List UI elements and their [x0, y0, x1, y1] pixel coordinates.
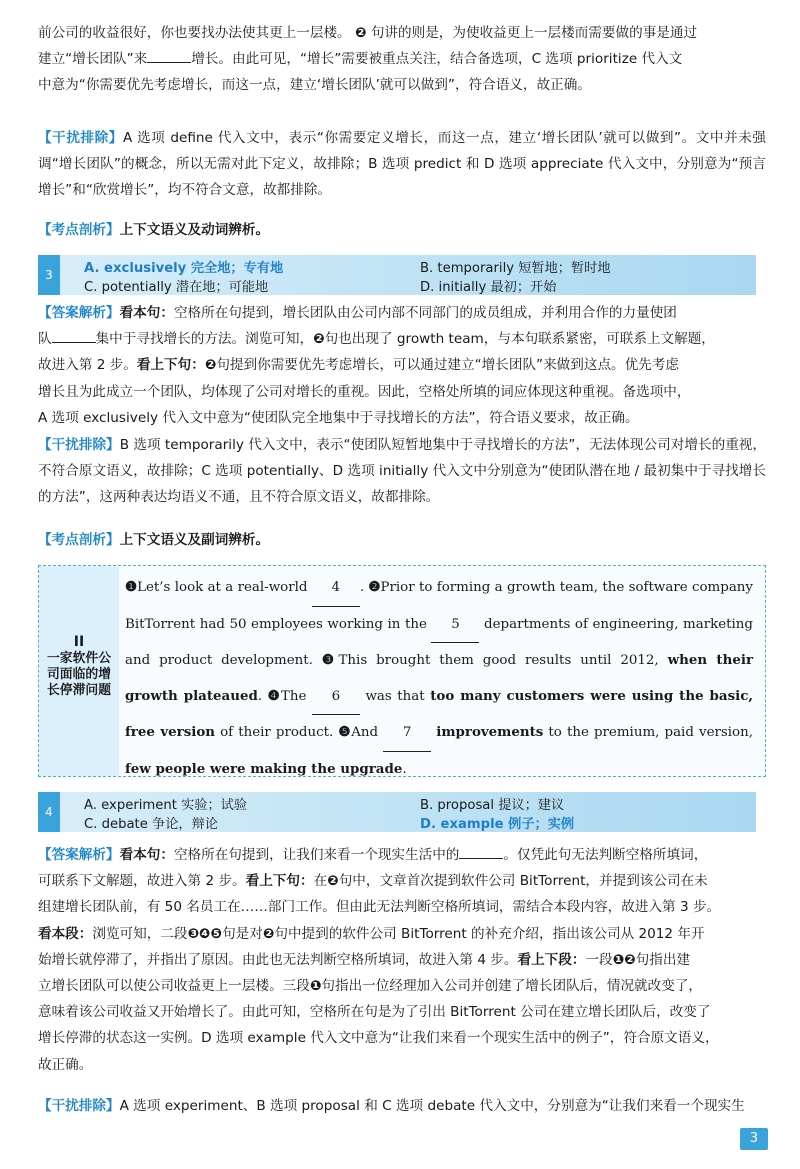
circled-number: ❷ [354, 25, 367, 41]
question-number: 4 [38, 792, 60, 832]
paragraph-interference-3 [38, 1093, 766, 1119]
circled-number: ❶❷ [612, 951, 636, 968]
circled-number: ❶ [125, 579, 138, 595]
text-span: was that [365, 688, 425, 704]
text-span: A 选项 exclusively 代入文中意为“使团队完全地集中于寻找增长的方法”，符合语义要求，故正确。 [38, 409, 639, 426]
section-tag: 【考点剖析】 [38, 222, 120, 238]
text-span: 组建增长团队前，有 50 名员工在……部门工作。但由此无法判断空格所填词，需结合本段内容，故进入第 3 步。 [38, 899, 721, 916]
step-label: 看上下句： [136, 357, 205, 374]
paragraph-1 [38, 20, 766, 99]
page-number: 3 [740, 1128, 768, 1150]
bold-phrase: too many customers were using the basic, free version [125, 687, 754, 740]
passage-sidebar [39, 566, 119, 776]
section-tag: 【干扰排除】 [38, 437, 120, 453]
text-span: 句指出一位经理加入公司并创建了增长团队后，情况就改变了， [321, 978, 703, 995]
text-span: 在 [313, 873, 328, 890]
text-span: And [351, 725, 379, 740]
text-span: 中意为“你需要优先考虑增长，而这一点，建立‘增长团队’就可以做到”，符合语义，故正确。 [38, 77, 591, 94]
section-tag: 【干扰排除】 [38, 1098, 120, 1114]
step-label: 看本句： [119, 305, 174, 321]
text-span: 空格所在句提到，增长团队由公司内部不同部门的成员组成，并利用合作的力量使团 [173, 305, 677, 321]
text-span: 始增长就停滞了，并指出了原因。由此也无法判断空格所填词，故进入第 4 步。 [38, 951, 518, 968]
options-box-3 [38, 255, 756, 295]
text-span: 句也出现了 growth team，与本句联系紧密，可联系上文解题， [324, 331, 715, 348]
circled-number: ❷ [313, 331, 325, 348]
paragraph-answer-3 [38, 300, 766, 431]
circled-number: ❸ [321, 652, 339, 668]
text-span: 上下文语义及动词辨析。 [119, 222, 270, 238]
answer-blank [147, 48, 191, 63]
option-d: D. initially 最初；开始 [420, 280, 557, 295]
option-a: A. experiment 实验；试验 [84, 798, 248, 813]
text-span: 一段 [585, 951, 613, 968]
circled-number: ❷ [204, 357, 217, 374]
text-span: Prior to forming a growth team, the software company BitTorrent had 50 employees working in the [125, 580, 753, 632]
option-d: D. example 例子；实例 [420, 817, 575, 832]
text-span: 建立“增长团队”来 [38, 51, 148, 68]
option-c: C. debate 争论，辩论 [84, 817, 218, 832]
text-span: 句讲的则是，为使收益更上一层楼而需要做的事是通过 [370, 25, 698, 41]
text-span: This brought them good results until 2012, [338, 653, 659, 668]
answer-blank [459, 844, 503, 859]
answer-blank [52, 328, 96, 343]
circled-number: ❷ [327, 873, 339, 890]
text-span: 增长且为此成立一个团队，均体现了公司对增长的重视。因此，空格处所填的词应体现这种重视。备选项中， [38, 383, 691, 400]
circled-number: ❹ [267, 687, 281, 704]
answer-blank-4: 4 [312, 570, 360, 607]
step-label: 看上下句： [245, 873, 314, 890]
text-span: 队 [38, 331, 52, 348]
text-span: 故进入第 2 步。 [38, 357, 137, 374]
step-label: 看本句： [119, 847, 174, 863]
paragraph-analysis-2 [38, 527, 766, 553]
text-span: 句指出建 [635, 951, 691, 968]
text-span: The [280, 688, 307, 704]
step-label: 看本段： [38, 925, 93, 942]
text-span: 增长。由此可见，“增长”需要被重点关注，结合备选项，C 选项 prioritize 代入文 [191, 51, 683, 68]
answer-blank-6: 6 [312, 679, 360, 716]
text-span: Let’s look at a real-world [137, 580, 308, 595]
bold-phrase: few people were making the upgrade [125, 760, 403, 777]
text-span: 前公司的收益很好，你也要找办法使其更上一层楼。 [38, 25, 351, 41]
text-span: 句中，文章首次提到软件公司 BitTorrent，并提到该公司在未 [338, 873, 708, 890]
paragraph-analysis-1 [38, 217, 766, 243]
passage-number: II [73, 634, 85, 650]
text-span: 句是对 [222, 925, 263, 942]
paragraph-answer-4 [38, 842, 766, 1078]
text-span: 可联系下文解题，故进入第 2 步。 [38, 873, 246, 890]
option-b: B. temporarily 短暂地；暂时地 [420, 261, 611, 276]
text-span: 上下文语义及副词辨析。 [119, 532, 270, 548]
text-span: B 选项 temporarily 代入文中，表示“使团队短暂地集中于寻找增长的方法”，无法体现公司对增长的重视，不符合原文语义，故排除；C 选项 potentially、D 选项 initially 代入文中分别意为“使团队潜在地 / 最初集中于寻找增长的方法”，这两种表达均语义不通，且不符合原文语义，故都排除。 [38, 437, 767, 506]
step-label: 看上下段： [517, 951, 586, 968]
text-span: 句中提到的软件公司 BitTorrent 的补充介绍，指出该公司从 2012 年开 [274, 925, 705, 942]
text-span: A 选项 experiment、B 选项 proposal 和 C 选项 debate 代入文中，分别意为“让我们来看一个现实生 [119, 1098, 745, 1114]
text-span: 意味着该公司收益又开始增长了。由此可知，空格所在句是为了引出 BitTorrent 公司在建立增长团队后，改变了 [38, 1004, 711, 1021]
paragraph-interference-1 [38, 125, 766, 204]
bold-phrase: improvements [436, 724, 544, 740]
text-span: 立增长团队可以使公司收益更上一层楼。三段 [38, 978, 310, 995]
circled-number: ❷ [368, 579, 381, 595]
answer-blank-5: 5 [431, 607, 479, 644]
option-c: C. potentially 潜在地；可能地 [84, 280, 269, 295]
circled-number: ❺ [338, 724, 352, 740]
text-span: 增长停滞的状态这一实例。D 选项 example 代入文中意为“让我们来看一个现实生活中的例子”，符合原文语义， [38, 1030, 719, 1047]
bold-phrase: when their growth plateaued [125, 652, 754, 704]
text-span: of their product. [220, 725, 334, 740]
passage-text: ❶Let’s look at a real-world 4 . ❷Prior to forming a growth team, the software company BitTorrent had 50 employees working in the 5 departments of engineering, marketing and product development. ❸This brought them good results until 2012, when their growth plateaued. ❹The 6 was that too many customers were using the basic, free version of their product. ❺And 7 improvements to the premium, paid version, few people were making the upgrade. [125, 570, 753, 787]
text-span: 故正确。 [38, 1056, 93, 1073]
section-tag: 【答案解析】 [38, 847, 120, 863]
passage-title: 一家软件公司面临的增长停滞问题 [47, 651, 111, 698]
options-box-4 [38, 792, 756, 832]
text-span: 句提到你需要优先考虑增长，可以通过建立“增长团队”来做到这点。优先考虑 [216, 357, 680, 374]
answer-blank-7: 7 [383, 715, 431, 752]
option-b: B. proposal 提议；建议 [420, 798, 565, 813]
text-span: to the premium, paid version, [548, 725, 753, 740]
text-span: departments of engineering, marketing and product development. [125, 616, 754, 668]
passage-box [38, 565, 766, 777]
text-span: 。仅凭此句无法判断空格所填词， [503, 847, 708, 863]
option-a: A. exclusively 完全地；专有地 [84, 261, 284, 276]
question-number: 3 [38, 255, 60, 295]
text-span: 浏览可知，二段 [92, 925, 188, 942]
text-span: 空格所在句提到，让我们来看一个现实生活中的 [173, 847, 460, 863]
text-span: A 选项 define 代入文中，表示“你需要定义增长，而这一点，建立‘增长团队’就可以做到”。文中并未强调“增长团队”的概念，所以无需对此下定义，故排除；B 选项 predict 和 D 选项 appreciate 代入文中，分别意为“预言增长”和“欣赏增长”，均不符合文意，故都排除。 [38, 130, 766, 199]
text-span: 集中于寻找增长的方法。浏览可知， [95, 331, 314, 348]
section-tag: 【干扰排除】 [38, 130, 123, 146]
section-tag: 【答案解析】 [38, 305, 120, 321]
circled-number: ❶ [309, 978, 322, 995]
circled-number: ❸❹❺ [187, 925, 223, 942]
section-tag: 【考点剖析】 [38, 532, 120, 548]
paragraph-interference-2 [38, 432, 766, 511]
circled-number: ❷ [262, 925, 275, 942]
